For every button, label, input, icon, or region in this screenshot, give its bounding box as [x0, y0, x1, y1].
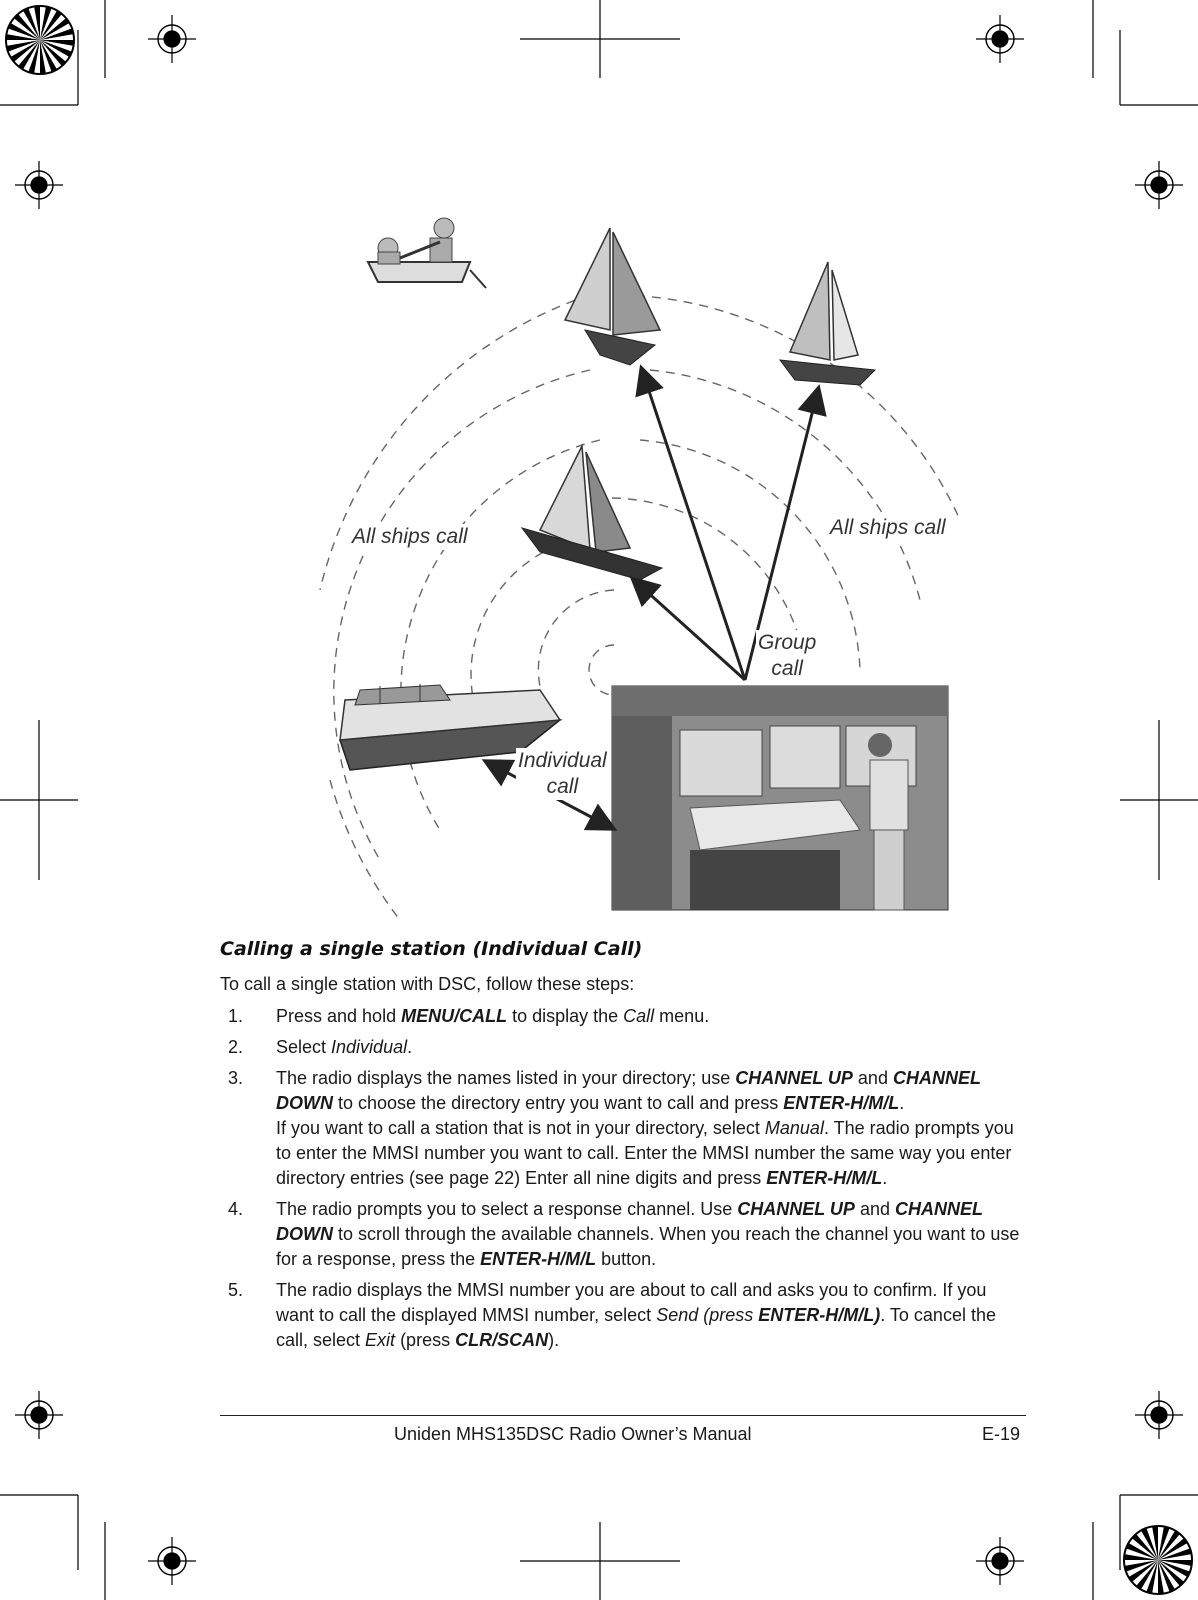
step-text: CHANNEL UP: [735, 1068, 853, 1088]
sailboat-middle-illustration: [522, 446, 662, 580]
step-text: ).: [548, 1330, 560, 1350]
step-text: CHANNEL DOWN: [276, 1068, 981, 1113]
step-number: 2.: [228, 1037, 244, 1057]
step-text: ENTER-H/M/L): [758, 1305, 881, 1325]
step-text: MENU/CALL: [401, 1006, 508, 1026]
step-text: CLR/SCAN: [455, 1330, 549, 1350]
section-intro: To call a single station with DSC, follow these steps:: [220, 974, 635, 994]
step-text: Call: [623, 1006, 655, 1026]
rowboat-illustration: [368, 218, 486, 288]
step-text: Send (press: [656, 1305, 759, 1325]
step-item: [220, 1278, 1020, 1353]
step-number: 3.: [228, 1068, 244, 1088]
section-title: Calling a single station (Individual Call): [220, 938, 643, 960]
step-text: Exit: [365, 1330, 396, 1350]
step-text: to scroll through the available channels. When you reach the channel you want to use for a response, press the: [276, 1224, 1020, 1269]
individual-call-label: [516, 748, 609, 800]
group-call-label-line1: Group: [758, 631, 817, 654]
step-text: CHANNEL UP: [737, 1199, 855, 1219]
step-number: 4.: [228, 1199, 244, 1219]
sailboat-right-illustration: [780, 262, 875, 385]
step-text: ENTER-H/M/L: [480, 1249, 597, 1269]
step-text: The radio prompts you to select a response channel. Use: [276, 1199, 738, 1219]
group-call-label-line2: call: [771, 657, 803, 680]
step-text: If you want to call a station that is not in your directory, select: [276, 1118, 765, 1138]
step-text: . To cancel the call, select: [276, 1305, 996, 1350]
step-text: .: [899, 1093, 905, 1113]
step-text: Press and hold: [276, 1006, 402, 1026]
step-number: 5.: [228, 1280, 244, 1300]
registration-target: [148, 1537, 196, 1585]
step-text: and: [852, 1068, 893, 1088]
step-item: [220, 1004, 1020, 1029]
wheelhouse-photo: [612, 686, 948, 910]
step-text: ENTER-H/M/L: [783, 1093, 900, 1113]
group-call-label: [756, 630, 818, 682]
step-text: . The radio prompts you to enter the MMSI number you want to call. Enter the MMSI number the same way you enter directory entries (see page 22) Enter all nine digits and press: [276, 1118, 1014, 1188]
step-text: menu.: [654, 1006, 710, 1026]
step-text: to choose the directory entry you want to call and press: [333, 1093, 784, 1113]
step-item: [220, 1197, 1020, 1272]
all-ships-call-label-right: All ships call: [830, 516, 946, 539]
step-text: button.: [596, 1249, 657, 1269]
footer-rule: [220, 1415, 1026, 1416]
step-text: to display the: [507, 1006, 624, 1026]
sailboat-top-illustration: [565, 228, 660, 365]
step-text: The radio displays the MMSI number you are about to call and asks you to confirm. If you want to call the displayed MMSI number, select: [276, 1280, 987, 1325]
footer-title: Uniden MHS135DSC Radio Owner’s Manual: [394, 1424, 752, 1444]
registration-target: [15, 1391, 63, 1439]
page-number: E-19: [982, 1424, 1021, 1444]
step-text: ENTER-H/M/L: [766, 1168, 883, 1188]
step-text: CHANNEL DOWN: [276, 1199, 983, 1244]
registration-target: [1135, 1391, 1183, 1439]
step-text: .: [882, 1168, 888, 1188]
step-item: [220, 1066, 1020, 1191]
registration-target: [976, 1537, 1024, 1585]
step-text: and: [854, 1199, 895, 1219]
sunburst-mark: [1124, 1526, 1192, 1594]
step-item: [220, 1035, 1020, 1060]
individual-call-label-line1: Individual: [518, 749, 607, 772]
step-text: The radio displays the names listed in your directory; use: [276, 1068, 736, 1088]
individual-call-label-line2: call: [546, 775, 579, 798]
step-text: .: [407, 1037, 413, 1057]
all-ships-call-label-left: All ships call: [352, 525, 468, 548]
steps-list: [220, 1004, 1020, 1359]
step-text: Select: [276, 1037, 332, 1057]
step-number: 1.: [228, 1006, 244, 1026]
step-text: Manual: [764, 1118, 824, 1138]
step-text: Individual: [331, 1037, 408, 1057]
step-text: (press: [395, 1330, 456, 1350]
